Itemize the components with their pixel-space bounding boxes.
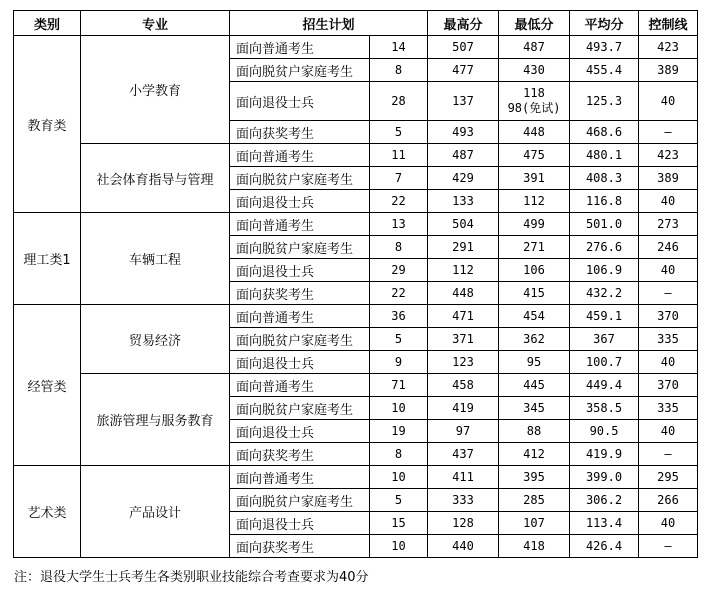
plan-type-cell: 面向脱贫户家庭考生 [230, 328, 370, 351]
plan-type-cell: 面向普通考生 [230, 305, 370, 328]
header-plan: 招生计划 [230, 11, 428, 36]
footnote: 注：退役大学生士兵考生各类别职业技能综合考查要求为40分 [14, 570, 369, 585]
min-score-cell: 112 [499, 190, 570, 213]
avg-score-cell: 459.1 [570, 305, 639, 328]
table-row [14, 374, 698, 397]
control-line-cell: 40 [639, 351, 698, 374]
avg-score-cell: 276.6 [570, 236, 639, 259]
min-score-cell: 454 [499, 305, 570, 328]
avg-score-cell: 116.8 [570, 190, 639, 213]
min-score-cell: 448 [499, 121, 570, 144]
plan-type-cell: 面向退役士兵 [230, 259, 370, 282]
quota-cell: 10 [370, 397, 428, 420]
plan-type-cell: 面向退役士兵 [230, 82, 370, 121]
min-score-cell: 106 [499, 259, 570, 282]
quota-cell: 14 [370, 36, 428, 59]
avg-score-cell: 455.4 [570, 59, 639, 82]
control-line-cell: 295 [639, 466, 698, 489]
avg-score-cell: 399.0 [570, 466, 639, 489]
admission-score-table-container [13, 10, 698, 558]
plan-type-cell: 面向普通考生 [230, 374, 370, 397]
min-score-exempt-value: 98(免试) [507, 101, 561, 115]
min-score-cell: 499 [499, 213, 570, 236]
min-score-value: 118 [523, 86, 545, 100]
max-score-cell: 137 [428, 82, 499, 121]
header-major: 专业 [81, 11, 230, 36]
max-score-cell: 371 [428, 328, 499, 351]
max-score-cell: 97 [428, 420, 499, 443]
plan-type-cell: 面向脱贫户家庭考生 [230, 489, 370, 512]
max-score-cell: 440 [428, 535, 499, 558]
min-score-cell: 271 [499, 236, 570, 259]
category-cell: 教育类 [14, 36, 81, 213]
plan-type-cell: 面向普通考生 [230, 213, 370, 236]
min-score-cell: 362 [499, 328, 570, 351]
max-score-cell: 133 [428, 190, 499, 213]
control-line-cell: 273 [639, 213, 698, 236]
plan-type-cell: 面向退役士兵 [230, 512, 370, 535]
control-line-cell: 389 [639, 59, 698, 82]
min-score-cell: 391 [499, 167, 570, 190]
quota-cell: 29 [370, 259, 428, 282]
major-cell: 旅游管理与服务教育 [81, 374, 230, 466]
quota-cell: 8 [370, 59, 428, 82]
avg-score-cell: 306.2 [570, 489, 639, 512]
control-line-cell: — [639, 121, 698, 144]
admission-score-table [13, 10, 698, 558]
max-score-cell: 504 [428, 213, 499, 236]
header-row [14, 11, 698, 36]
max-score-cell: 128 [428, 512, 499, 535]
control-line-cell: 266 [639, 489, 698, 512]
max-score-cell: 123 [428, 351, 499, 374]
quota-cell: 5 [370, 121, 428, 144]
quota-cell: 22 [370, 190, 428, 213]
plan-type-cell: 面向退役士兵 [230, 420, 370, 443]
control-line-cell: 40 [639, 190, 698, 213]
quota-cell: 7 [370, 167, 428, 190]
min-score-cell: 88 [499, 420, 570, 443]
quota-cell: 9 [370, 351, 428, 374]
control-line-cell: 423 [639, 36, 698, 59]
avg-score-cell: 113.4 [570, 512, 639, 535]
min-score-cell: 430 [499, 59, 570, 82]
major-cell: 产品设计 [81, 466, 230, 558]
control-line-cell: 389 [639, 167, 698, 190]
quota-cell: 8 [370, 236, 428, 259]
max-score-cell: 437 [428, 443, 499, 466]
avg-score-cell: 90.5 [570, 420, 639, 443]
control-line-cell: 40 [639, 420, 698, 443]
min-score-cell: 345 [499, 397, 570, 420]
table-row [14, 213, 698, 236]
max-score-cell: 419 [428, 397, 499, 420]
plan-type-cell: 面向脱贫户家庭考生 [230, 59, 370, 82]
max-score-cell: 448 [428, 282, 499, 305]
major-cell: 车辆工程 [81, 213, 230, 305]
max-score-cell: 333 [428, 489, 499, 512]
category-cell: 艺术类 [14, 466, 81, 558]
avg-score-cell: 358.5 [570, 397, 639, 420]
table-row [14, 144, 698, 167]
major-cell: 小学教育 [81, 36, 230, 144]
avg-score-cell: 100.7 [570, 351, 639, 374]
quota-cell: 28 [370, 82, 428, 121]
plan-type-cell: 面向获奖考生 [230, 282, 370, 305]
min-score-cell: 412 [499, 443, 570, 466]
plan-type-cell: 面向普通考生 [230, 144, 370, 167]
control-line-cell: 246 [639, 236, 698, 259]
header-max-score: 最高分 [428, 11, 499, 36]
control-line-cell: — [639, 282, 698, 305]
min-score-cell: 107 [499, 512, 570, 535]
avg-score-cell: 106.9 [570, 259, 639, 282]
plan-type-cell: 面向获奖考生 [230, 535, 370, 558]
max-score-cell: 487 [428, 144, 499, 167]
avg-score-cell: 468.6 [570, 121, 639, 144]
max-score-cell: 112 [428, 259, 499, 282]
min-score-cell [499, 82, 570, 121]
min-score-cell: 445 [499, 374, 570, 397]
quota-cell: 19 [370, 420, 428, 443]
max-score-cell: 458 [428, 374, 499, 397]
major-cell: 社会体育指导与管理 [81, 144, 230, 213]
quota-cell: 10 [370, 535, 428, 558]
avg-score-cell: 426.4 [570, 535, 639, 558]
quota-cell: 10 [370, 466, 428, 489]
quota-cell: 11 [370, 144, 428, 167]
plan-type-cell: 面向普通考生 [230, 36, 370, 59]
max-score-cell: 429 [428, 167, 499, 190]
major-cell: 贸易经济 [81, 305, 230, 374]
quota-cell: 15 [370, 512, 428, 535]
avg-score-cell: 493.7 [570, 36, 639, 59]
max-score-cell: 471 [428, 305, 499, 328]
avg-score-cell: 408.3 [570, 167, 639, 190]
control-line-cell: 40 [639, 82, 698, 121]
avg-score-cell: 501.0 [570, 213, 639, 236]
plan-type-cell: 面向普通考生 [230, 466, 370, 489]
max-score-cell: 411 [428, 466, 499, 489]
quota-cell: 5 [370, 328, 428, 351]
avg-score-cell: 449.4 [570, 374, 639, 397]
category-cell: 经管类 [14, 305, 81, 466]
table-row [14, 466, 698, 489]
min-score-cell: 475 [499, 144, 570, 167]
avg-score-cell: 419.9 [570, 443, 639, 466]
control-line-cell: 40 [639, 512, 698, 535]
control-line-cell: 423 [639, 144, 698, 167]
plan-type-cell: 面向脱贫户家庭考生 [230, 167, 370, 190]
max-score-cell: 493 [428, 121, 499, 144]
control-line-cell: 40 [639, 259, 698, 282]
header-control-line: 控制线 [639, 11, 698, 36]
plan-type-cell: 面向脱贫户家庭考生 [230, 236, 370, 259]
table-row [14, 36, 698, 59]
quota-cell: 36 [370, 305, 428, 328]
max-score-cell: 507 [428, 36, 499, 59]
table-row [14, 305, 698, 328]
avg-score-cell: 432.2 [570, 282, 639, 305]
control-line-cell: — [639, 443, 698, 466]
control-line-cell: 370 [639, 374, 698, 397]
plan-type-cell: 面向获奖考生 [230, 121, 370, 144]
avg-score-cell: 367 [570, 328, 639, 351]
min-score-cell: 487 [499, 36, 570, 59]
max-score-cell: 477 [428, 59, 499, 82]
quota-cell: 71 [370, 374, 428, 397]
max-score-cell: 291 [428, 236, 499, 259]
control-line-cell: — [639, 535, 698, 558]
quota-cell: 22 [370, 282, 428, 305]
control-line-cell: 335 [639, 328, 698, 351]
min-score-cell: 418 [499, 535, 570, 558]
plan-type-cell: 面向退役士兵 [230, 190, 370, 213]
quota-cell: 8 [370, 443, 428, 466]
category-cell: 理工类1 [14, 213, 81, 305]
min-score-cell: 95 [499, 351, 570, 374]
avg-score-cell: 480.1 [570, 144, 639, 167]
header-category: 类别 [14, 11, 81, 36]
control-line-cell: 335 [639, 397, 698, 420]
quota-cell: 13 [370, 213, 428, 236]
plan-type-cell: 面向脱贫户家庭考生 [230, 397, 370, 420]
avg-score-cell: 125.3 [570, 82, 639, 121]
header-avg-score: 平均分 [570, 11, 639, 36]
quota-cell: 5 [370, 489, 428, 512]
plan-type-cell: 面向退役士兵 [230, 351, 370, 374]
min-score-cell: 285 [499, 489, 570, 512]
plan-type-cell: 面向获奖考生 [230, 443, 370, 466]
min-score-cell: 395 [499, 466, 570, 489]
header-min-score: 最低分 [499, 11, 570, 36]
min-score-cell: 415 [499, 282, 570, 305]
control-line-cell: 370 [639, 305, 698, 328]
